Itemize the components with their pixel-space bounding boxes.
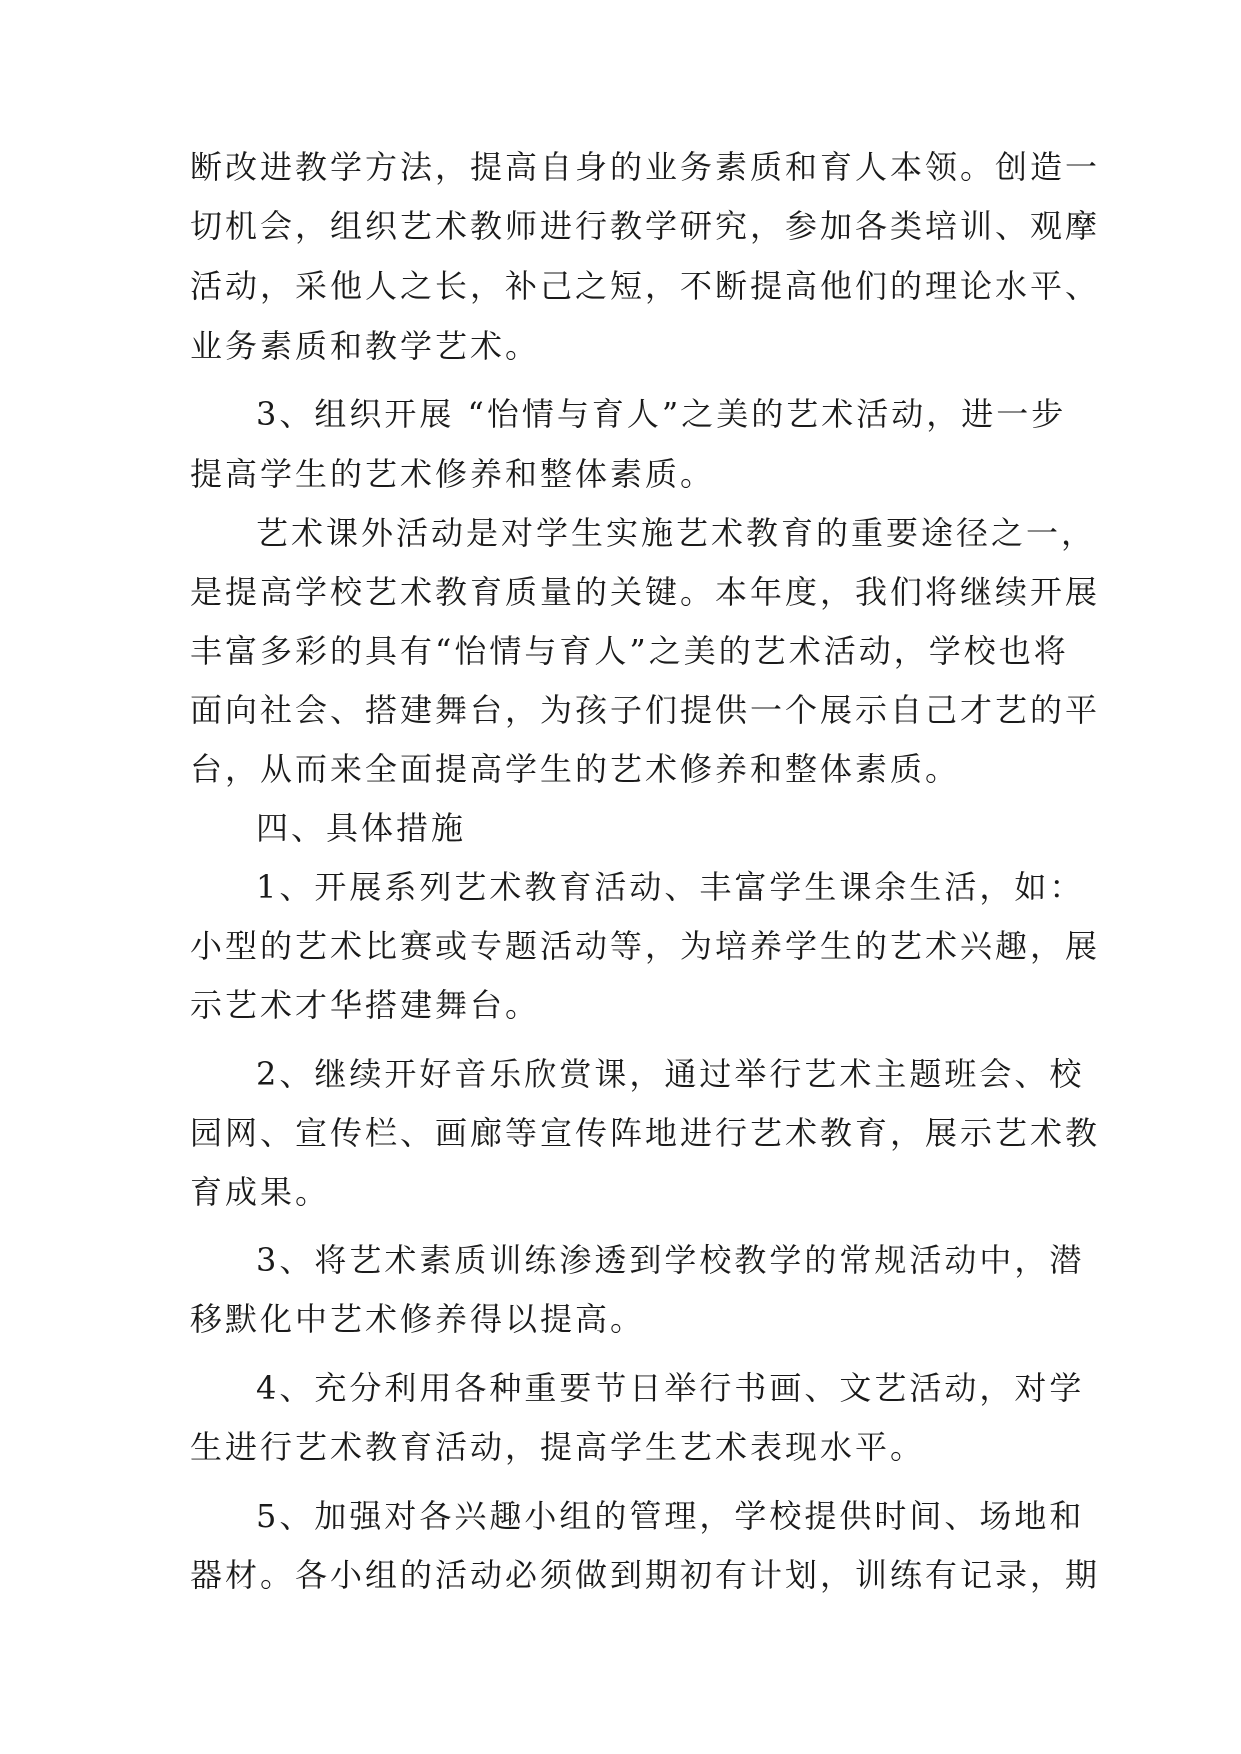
paragraph-line: 生进行艺术教育活动，提高学生艺术表现水平。 <box>190 1428 926 1466</box>
paragraph-line: 活动，采他人之长，补己之短，不断提高他们的理论水平、 <box>190 267 1101 305</box>
section-heading: 四、具体措施 <box>256 809 467 847</box>
paragraph-line: 3、组织开展 “怡情与育人”之美的艺术活动，进一步 <box>256 395 1067 433</box>
paragraph-line: 1、开展系列艺术教育活动、丰富学生课余生活，如： <box>256 868 1085 906</box>
paragraph-line: 丰富多彩的具有“怡情与育人”之美的艺术活动，学校也将 <box>190 632 1069 670</box>
paragraph-line: 面向社会、搭建舞台，为孩子们提供一个展示自己才艺的平 <box>190 691 1101 729</box>
paragraph-line: 育成果。 <box>190 1173 331 1211</box>
paragraph-line: 切机会，组织艺术教师进行教学研究，参加各类培训、观摩 <box>190 207 1101 245</box>
paragraph-line: 示艺术才华搭建舞台。 <box>190 986 541 1024</box>
paragraph-line: 4、充分利用各种重要节日举行书画、文艺活动，对学 <box>256 1369 1085 1407</box>
paragraph-line: 台，从而来全面提高学生的艺术修养和整体素质。 <box>190 750 961 788</box>
paragraph-line: 园网、宣传栏、画廊等宣传阵地进行艺术教育，展示艺术教 <box>190 1114 1101 1152</box>
paragraph-line: 移默化中艺术修养得以提高。 <box>190 1300 646 1338</box>
paragraph-line: 艺术课外活动是对学生实施艺术教育的重要途径之一， <box>256 514 1097 552</box>
paragraph-line: 业务素质和教学艺术。 <box>190 327 541 365</box>
paragraph-line: 提高学生的艺术修养和整体素质。 <box>190 455 716 493</box>
paragraph-line: 是提高学校艺术教育质量的关键。本年度，我们将继续开展 <box>190 573 1101 611</box>
paragraph-line: 断改进教学方法，提高自身的业务素质和育人本领。创造一 <box>190 148 1101 186</box>
paragraph-line: 5、加强对各兴趣小组的管理，学校提供时间、场地和 <box>256 1497 1085 1535</box>
paragraph-line: 小型的艺术比赛或专题活动等，为培养学生的艺术兴趣，展 <box>190 927 1101 965</box>
paragraph-line: 2、继续开好音乐欣赏课，通过举行艺术主题班会、校 <box>256 1055 1085 1093</box>
paragraph-line: 3、将艺术素质训练渗透到学校教学的常规活动中，潜 <box>256 1241 1085 1279</box>
paragraph-line: 器材。各小组的活动必须做到期初有计划，训练有记录，期 <box>190 1556 1101 1594</box>
